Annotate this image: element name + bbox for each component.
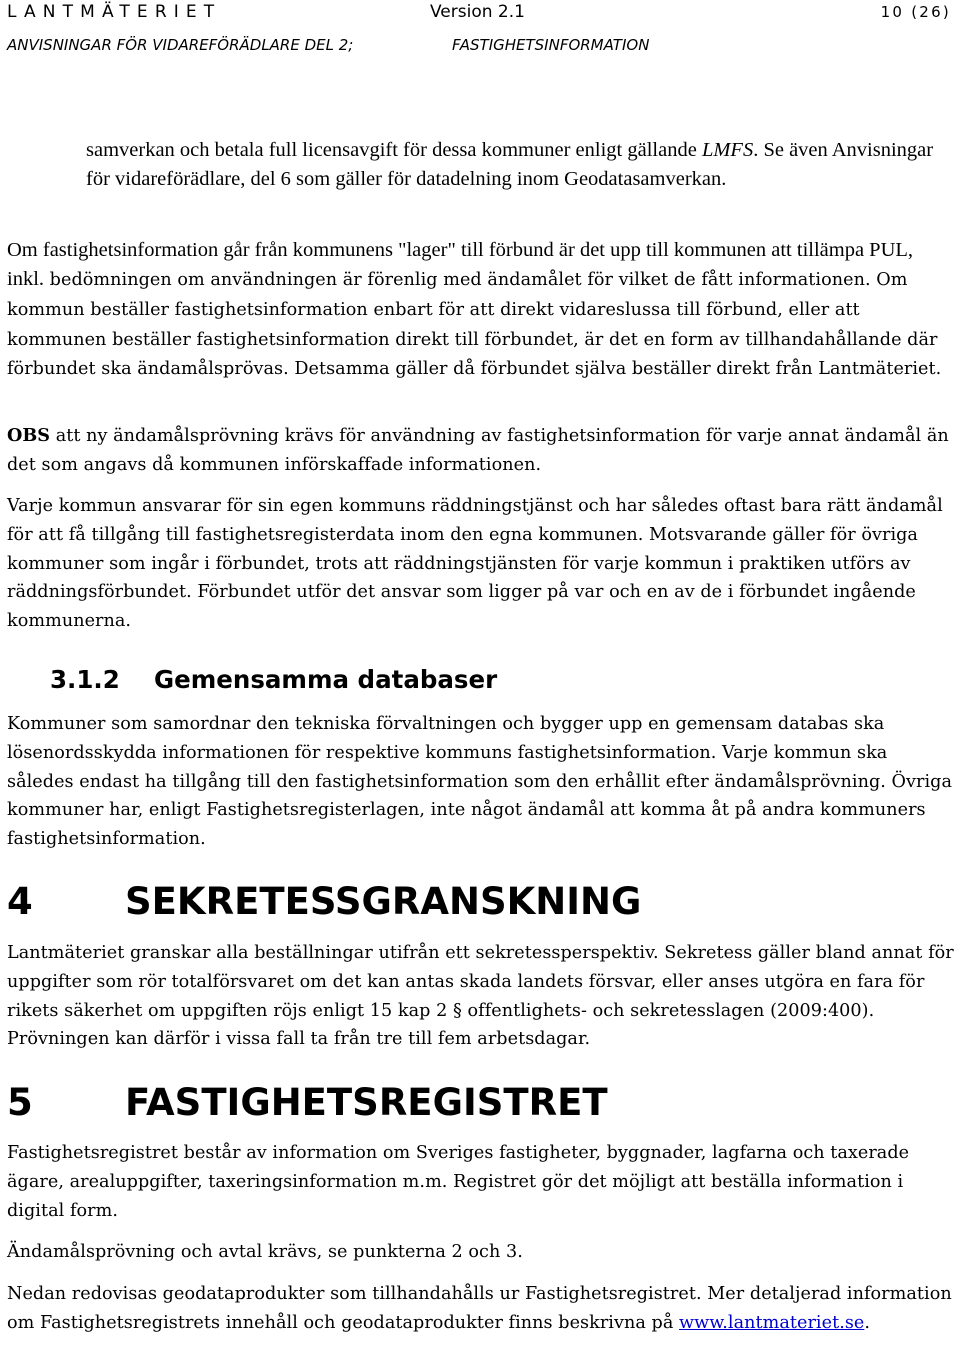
heading-4-title: SEKRETESSGRANSKNING bbox=[125, 880, 642, 923]
intro-paragraph-1: samverkan och betala full licensavgift för dessa kommuner enligt gällande LMFS. Se även Anvisningar för vidareförädlare, del 6 som gäller för datadelning inom Geodatasamverkan. bbox=[86, 139, 934, 190]
heading-3-1-2-title: Gemensamma databaser bbox=[154, 665, 498, 694]
page-subheader bbox=[7, 36, 947, 56]
intro-paragraph-2: Om fastighetsinformation går från kommunens "lager" till förbund är det upp till kommunen att tillämpa PUL, inkl. bedömningen om användningen är förenlig med ändamålet för vilket de fått informationen. Om kommun beställer fastighetsinformation enbart för att direkt vidareslussa till förbund, eller att kommunen beställer fastighetsinformation direkt till förbundet, är det en form av tillhandahållande där förbundet ska ändamålsprövas. Detsamma gäller då förbundet själva beställer direkt från Lantmäteriet. bbox=[7, 239, 942, 380]
version-label: Version 2.1 bbox=[430, 2, 525, 22]
page-number: 10 (26) bbox=[880, 3, 951, 21]
lantmateriet-link[interactable]: www.lantmateriet.se bbox=[679, 1312, 865, 1333]
page-header bbox=[7, 2, 957, 24]
lmfs-reference: LMFS bbox=[701, 139, 754, 161]
heading-4-number: 4 bbox=[7, 880, 33, 923]
heading-5-title: FASTIGHETSREGISTRET bbox=[125, 1081, 608, 1124]
heading-5-number: 5 bbox=[7, 1081, 33, 1124]
subtitle-left: ANVISNINGAR FÖR VIDAREFÖRÄDLARE DEL 2; bbox=[7, 36, 354, 54]
purpose-review-paragraph: Ändamålsprövning och avtal krävs, se punkterna 2 och 3. bbox=[7, 1242, 523, 1262]
rescue-service-paragraph: Varje kommun ansvarar för sin egen kommuns räddningstjänst och har således oftast bara rätt ändamål för att få tillgång till fastighetsregisterdata inom den egna kommunen. Motsvarande gäller för övriga kommuner som ingår i förbundet, trots att räddningstjänsten för varje kommun i praktiken utförs av räddningsförbundet. Förbundet utför det ansvar som ligger på var och en av de i förbundet ingående kommunerna. bbox=[7, 496, 943, 632]
secrecy-paragraph: Lantmäteriet granskar alla beställningar utifrån ett sekretessperspektiv. Sekretess gäller bland annat för uppgifter som rör totalförsvaret om det kan antas skada landets försvar, eller anses utgöra en fara för rikets säkerhet om uppgiften röjs enligt 15 kap 2 § offentlighets- och sekretesslagen (2009:400). Prövningen kan därför i vissa fall ta från tre till fem arbetsdagar. bbox=[7, 943, 954, 1050]
shared-database-paragraph: Kommuner som samordnar den tekniska förvaltningen och bygger upp en gemensam databas ska lösenordsskydda informationen för respektive kommuns fastighetsinformation. Varje kommun ska således endast ha tillgång till den fastighetsinformation som den erhållit efter ändamålsprövning. Övriga kommuner har, enligt Fastighetsregisterlagen, inte något ändamål att komma åt på andra kommuners fastighetsinformation. bbox=[7, 714, 953, 850]
products-paragraph: Nedan redovisas geodataprodukter som tillhandahålls ur Fastighetsregistret. Mer detaljerad information om Fastighetsregistrets innehåll och geodataprodukter finns beskrivna på www.lantmateriet.se. bbox=[7, 1284, 952, 1333]
register-paragraph: Fastighetsregistret består av information om Sveriges fastigheter, byggnader, lagfarna och taxerade ägare, arealuppgifter, taxeringsinformation m.m. Registret gör det möjligt att beställa information i digital form. bbox=[7, 1143, 910, 1221]
obs-paragraph: OBS att ny ändamålsprövning krävs för användning av fastighetsinformation för varje annat ändamål än det som angavs då kommunen införskaffade informationen. bbox=[7, 425, 949, 475]
subtitle-right: FASTIGHETSINFORMATION bbox=[452, 36, 650, 54]
brand-name: LANTMÄTERIET bbox=[7, 2, 222, 22]
heading-3-1-2-number: 3.1.2 bbox=[50, 665, 120, 694]
obs-label: OBS bbox=[7, 425, 51, 446]
